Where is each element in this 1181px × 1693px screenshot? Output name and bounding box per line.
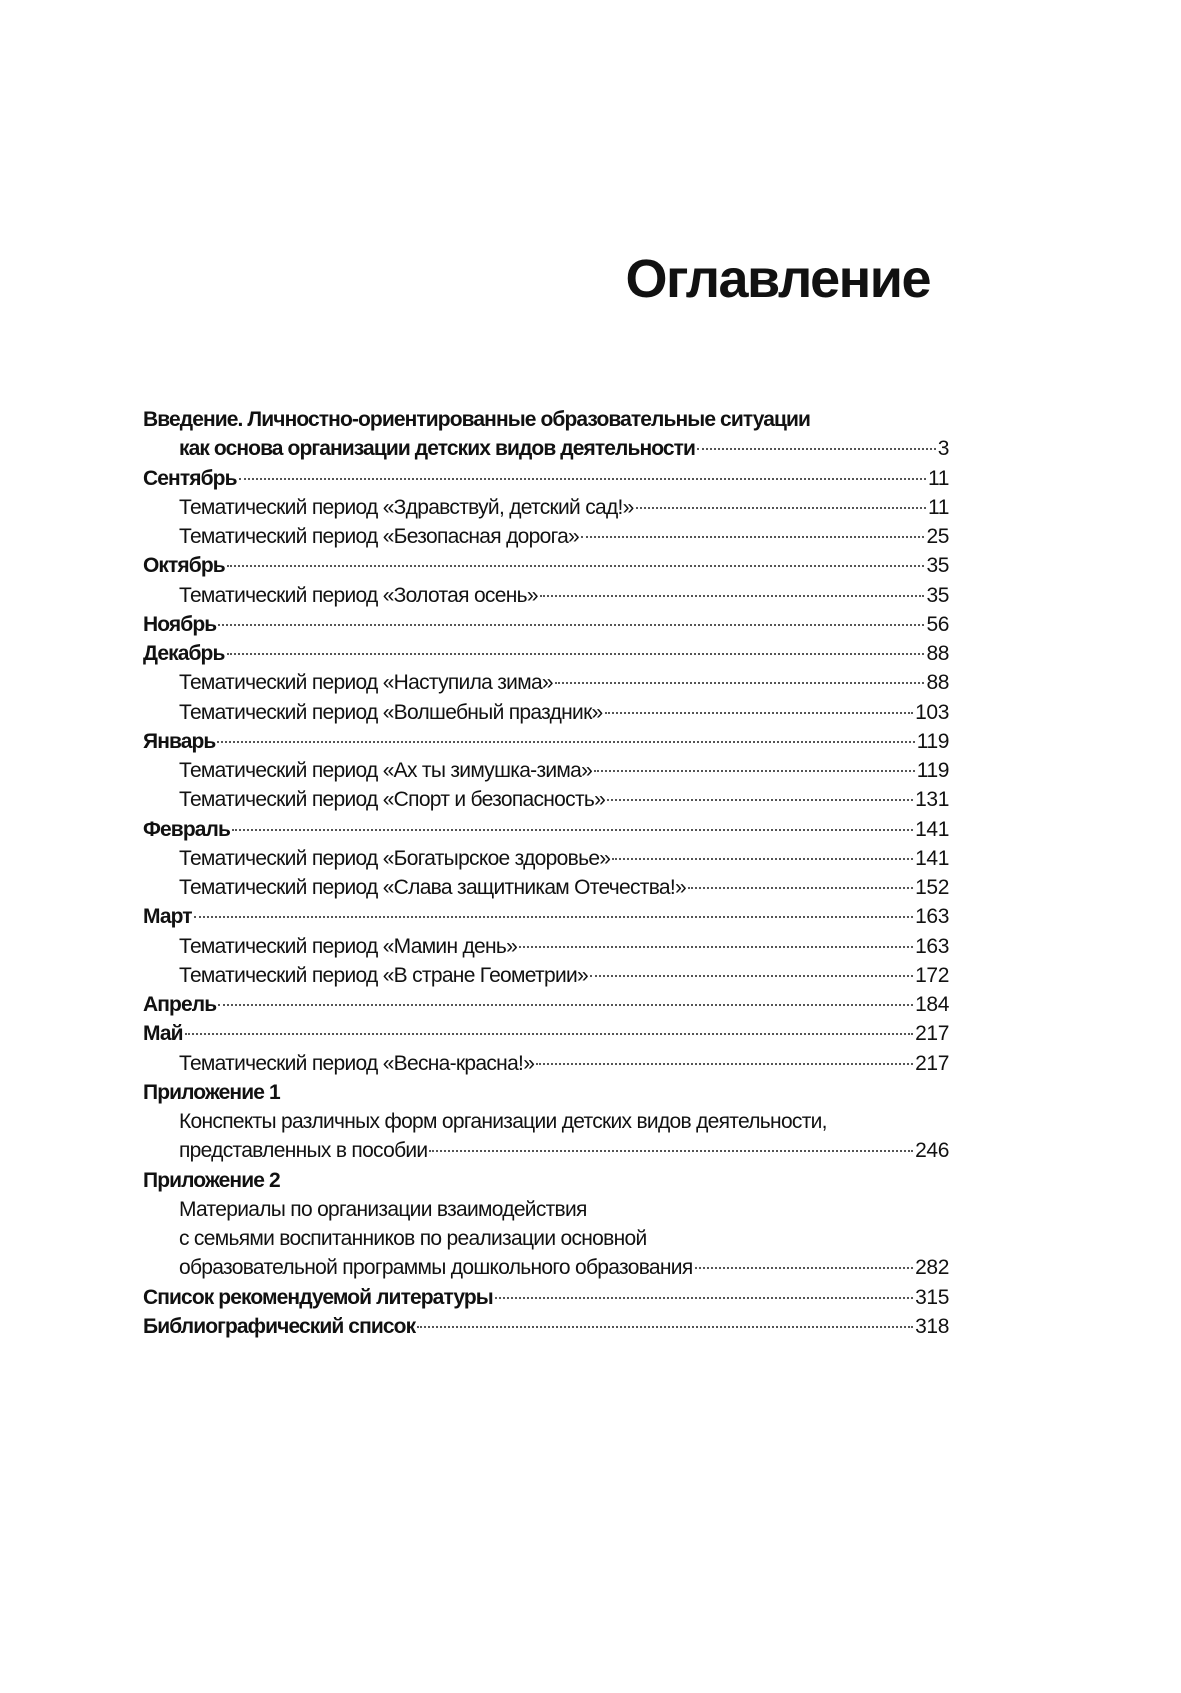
toc-entry-title: Март xyxy=(143,905,192,929)
toc-entry xyxy=(143,1019,949,1048)
dot-leader xyxy=(607,799,913,801)
toc-page-number: 103 xyxy=(915,700,949,724)
toc-page-number: 11 xyxy=(928,495,949,519)
dot-leader xyxy=(232,829,913,831)
toc-page-number: 119 xyxy=(916,729,949,753)
dot-leader xyxy=(227,565,925,567)
toc-entry-title: Конспекты различных форм организации детских видов деятельности, xyxy=(179,1110,827,1133)
dot-leader xyxy=(605,712,914,714)
toc-entry-title: Тематический период «Безопасная дорога» xyxy=(179,525,580,548)
toc-page-number: 131 xyxy=(915,788,949,812)
page-title: Оглавление xyxy=(625,249,930,309)
toc-page-number: 163 xyxy=(915,905,949,929)
toc-entry xyxy=(143,1283,949,1312)
toc-entry xyxy=(143,698,949,727)
toc-page-number: 217 xyxy=(915,1051,949,1075)
toc-entry xyxy=(143,932,949,961)
toc-page-number: 88 xyxy=(926,642,949,665)
dot-leader xyxy=(536,1063,913,1065)
toc-page-number: 56 xyxy=(926,612,949,636)
dot-leader xyxy=(217,741,914,743)
dot-leader xyxy=(194,916,913,918)
toc-entry-title: Декабрь xyxy=(143,642,225,665)
dot-leader xyxy=(555,682,925,684)
toc-entry-title: Май xyxy=(143,1022,183,1046)
dot-leader xyxy=(594,770,915,772)
dot-leader xyxy=(697,448,936,450)
dot-leader xyxy=(185,1033,914,1035)
toc-entry xyxy=(143,815,949,844)
toc-entry xyxy=(143,1107,949,1136)
toc-page-number: 35 xyxy=(926,554,949,578)
toc-entry-title: Материалы по организации взаимодействия xyxy=(179,1197,587,1221)
toc-entry xyxy=(143,1136,949,1165)
dot-leader xyxy=(417,1326,913,1328)
toc-entry xyxy=(143,464,949,493)
toc-entry-title: Тематический период «Богатырское здоровье» xyxy=(179,846,611,870)
dot-leader xyxy=(612,858,913,860)
dot-leader xyxy=(429,1150,913,1152)
toc-page-number: 217 xyxy=(915,1022,949,1046)
toc-entry-title: Тематический период «Здравствуй, детский сад!» xyxy=(179,495,634,519)
toc-entry-title: Октябрь xyxy=(143,554,225,578)
toc-page-number: 25 xyxy=(926,525,949,548)
toc-entry xyxy=(143,873,949,902)
toc-page-number: 246 xyxy=(915,1139,949,1163)
dot-leader xyxy=(227,653,925,655)
toc-entry xyxy=(143,844,949,873)
toc-entry-title: с семьями воспитанников по реализации основной xyxy=(179,1227,647,1250)
toc-page-number: 282 xyxy=(915,1256,949,1280)
toc-page-number: 318 xyxy=(915,1314,949,1338)
toc-page-number: 184 xyxy=(915,993,949,1016)
toc-entry xyxy=(143,1253,949,1282)
toc-page-number: 152 xyxy=(915,876,949,899)
toc-entry xyxy=(143,522,949,551)
toc-page-number: 11 xyxy=(928,466,949,490)
toc-entry xyxy=(143,610,949,639)
toc-entry xyxy=(143,727,949,756)
toc-entry xyxy=(143,493,949,522)
dot-leader xyxy=(581,536,924,538)
toc-entry-title: представленных в пособии xyxy=(179,1139,428,1163)
toc-entry xyxy=(143,551,949,580)
toc-entry xyxy=(143,581,949,610)
toc-page-number: 3 xyxy=(937,437,949,461)
toc-entry xyxy=(143,785,949,814)
toc-entry-title: Введение. Личностно-ориентированные образовательные ситуации xyxy=(143,408,811,431)
toc-entry-title: Февраль xyxy=(143,817,230,841)
toc-entry-title: Апрель xyxy=(143,993,217,1016)
toc-entry-title: Январь xyxy=(143,729,216,753)
toc-entry-title: Тематический период «В стране Геометрии» xyxy=(179,963,588,987)
toc-entry xyxy=(143,1312,949,1341)
toc-entry-title: Тематический период «Весна-красна!» xyxy=(179,1051,535,1075)
toc-entry-title: Приложение 2 xyxy=(143,1168,280,1192)
toc-entry xyxy=(143,405,949,434)
toc-entry xyxy=(143,1078,949,1107)
toc-entry-title: Ноябрь xyxy=(143,612,217,636)
toc-page-number: 35 xyxy=(926,583,949,607)
dot-leader xyxy=(218,624,924,626)
dot-leader xyxy=(495,1297,913,1299)
toc-entry-title: Тематический период «Золотая осень» xyxy=(179,583,538,607)
toc-entry xyxy=(143,902,949,931)
dot-leader xyxy=(636,507,926,509)
toc-entry-title: Тематический период «Ах ты зимушка-зима» xyxy=(179,759,593,782)
toc-page-number: 172 xyxy=(915,963,949,987)
toc-entry xyxy=(143,1049,949,1078)
dot-leader xyxy=(540,595,925,597)
dot-leader xyxy=(688,887,913,889)
toc-entry xyxy=(143,639,949,668)
toc-page-number: 141 xyxy=(915,846,949,870)
toc-entry-title: Сентябрь xyxy=(143,466,237,490)
toc-entry-title: Тематический период «Волшебный праздник» xyxy=(179,700,603,724)
toc-entry-title: Приложение 1 xyxy=(143,1080,280,1104)
dot-leader xyxy=(590,975,913,977)
toc-entry-title: Тематический период «Мамин день» xyxy=(179,934,518,958)
dot-leader xyxy=(519,946,913,948)
toc-entry-title: как основа организации детских видов деятельности xyxy=(179,437,696,461)
table-of-contents xyxy=(143,405,949,1341)
toc-entry xyxy=(143,668,949,697)
toc-page-number: 163 xyxy=(915,934,949,958)
toc-page-number: 141 xyxy=(915,817,949,841)
toc-entry xyxy=(143,990,949,1019)
toc-entry-title: образовательной программы дошкольного образования xyxy=(179,1256,693,1280)
toc-page-number: 119 xyxy=(916,759,949,782)
toc-entry xyxy=(143,434,949,463)
toc-page-number: 315 xyxy=(915,1285,949,1309)
toc-entry-title: Список рекомендуемой литературы xyxy=(143,1285,493,1309)
toc-entry-title: Библиографический список xyxy=(143,1314,416,1338)
toc-entry-title: Тематический период «Наступила зима» xyxy=(179,671,553,695)
toc-entry-title: Тематический период «Слава защитникам Отечества!» xyxy=(179,876,687,899)
toc-entry xyxy=(143,1195,949,1224)
toc-entry xyxy=(143,961,949,990)
toc-entry xyxy=(143,1166,949,1195)
dot-leader xyxy=(695,1267,914,1269)
toc-entry xyxy=(143,756,949,785)
toc-page-number: 88 xyxy=(926,671,949,695)
dot-leader xyxy=(218,1004,913,1006)
toc-entry-title: Тематический период «Спорт и безопасность» xyxy=(179,788,606,812)
dot-leader xyxy=(239,478,926,480)
toc-entry xyxy=(143,1224,949,1253)
